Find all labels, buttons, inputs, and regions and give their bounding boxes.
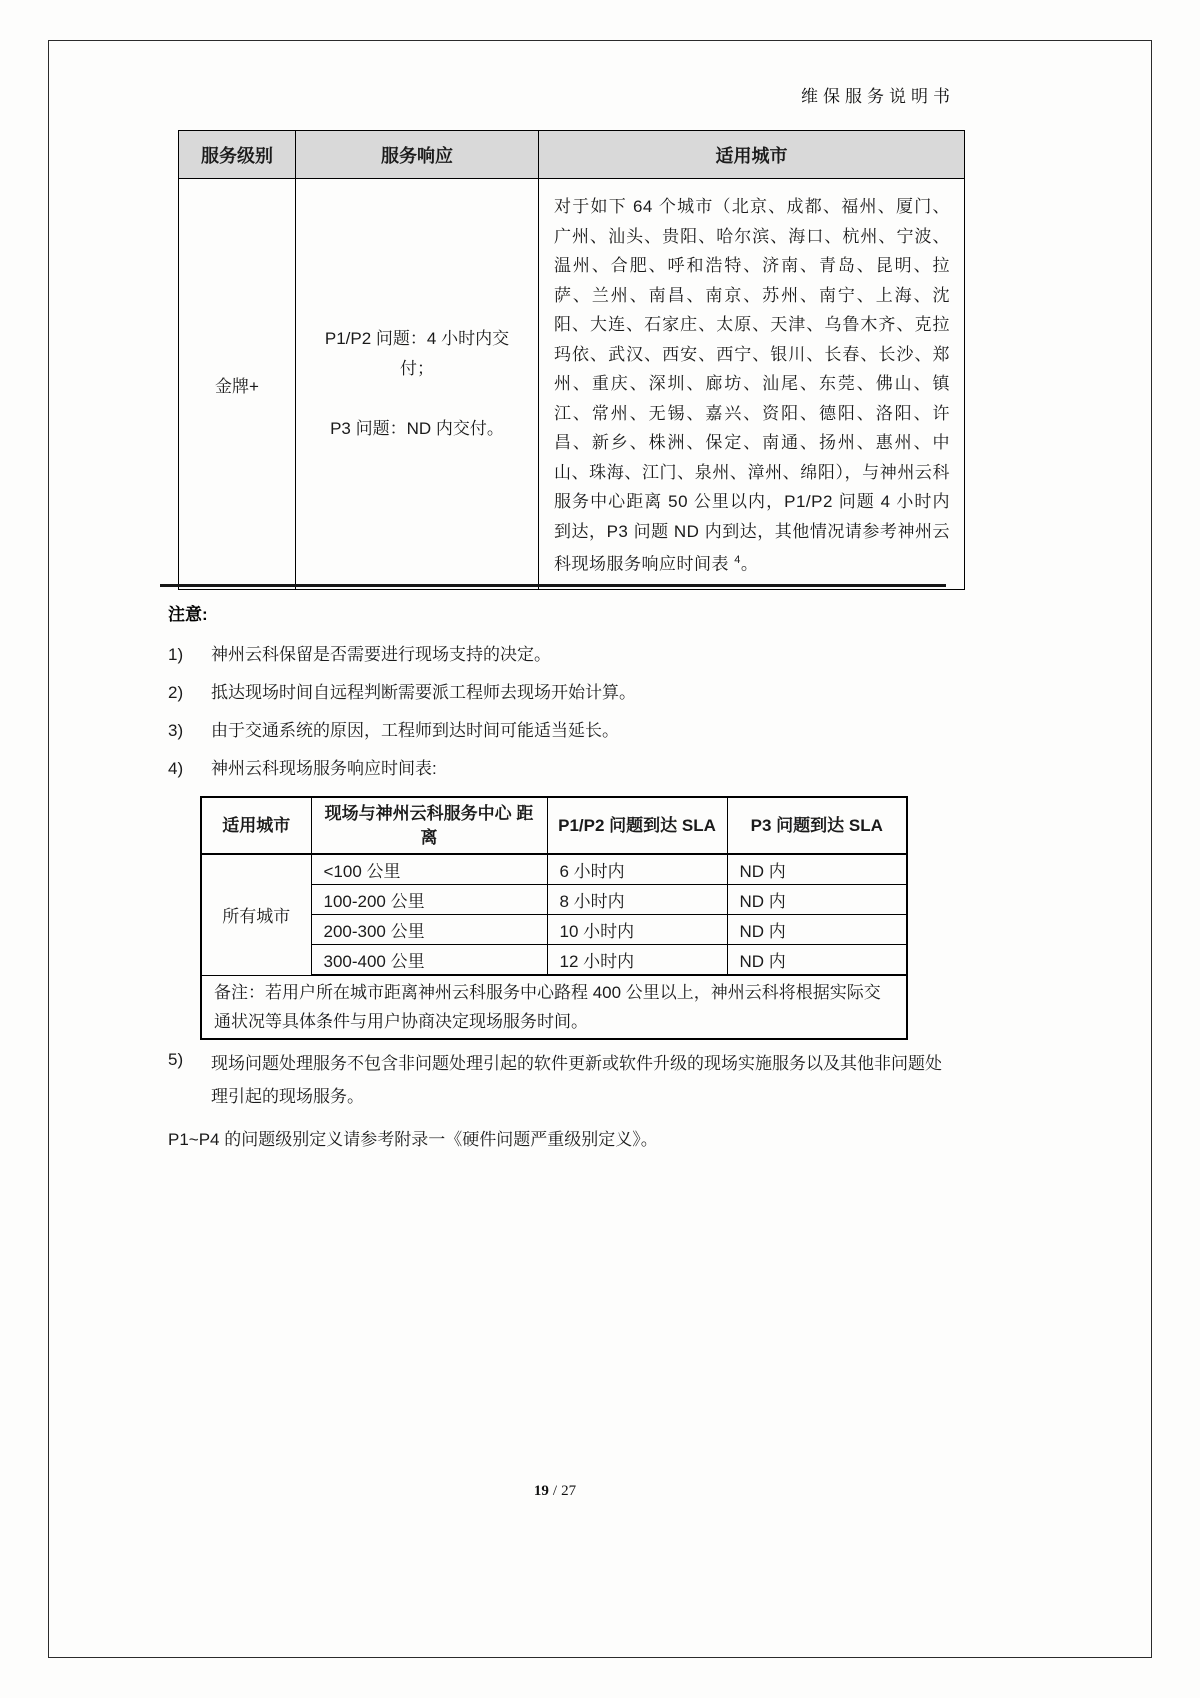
note-item-2 bbox=[168, 682, 950, 703]
note-item-4 bbox=[168, 758, 950, 779]
header-service-level: 服务级别 bbox=[179, 131, 296, 179]
note-item-1 bbox=[168, 644, 950, 665]
note-number: 5) bbox=[168, 1050, 184, 1069]
distance-cell: 200-300 公里 bbox=[311, 915, 547, 945]
p1p2-sla-cell: 10 小时内 bbox=[547, 915, 727, 945]
note-number: 2) bbox=[168, 683, 184, 702]
p3-sla-cell: ND 内 bbox=[727, 854, 907, 885]
p3-sla-cell: ND 内 bbox=[727, 885, 907, 915]
table-row bbox=[201, 854, 907, 885]
cities-footnote-ref: 4 bbox=[734, 554, 741, 566]
document-header-title: 维保服务说明书 bbox=[801, 87, 955, 106]
header-applicable-city: 适用城市 bbox=[201, 797, 311, 854]
p1p2-sla-cell: 12 小时内 bbox=[547, 945, 727, 976]
cities-text: 对于如下 64 个城市（北京、成都、福州、厦门、广州、汕头、贵阳、哈尔滨、海口、杭州、宁波、温州、合肥、呼和浩特、济南、青岛、昆明、拉萨、兰州、南昌、南京、苏州、南宁、上海、沈阳、大连、石家庄、太原、天津、乌鲁木齐、克拉玛依、武汉、西安、西宁、银川、长春、长沙、郑州、重庆、深圳、廊坊、汕尾、东莞、佛山、镇江、常州、无锡、嘉兴、资阳、德阳、洛阳、许昌、新乡、株洲、保定、南通、扬州、惠州、中山、珠海、江门、泉州、漳州、绵阳），与神州云科服务中心距离 50 公里以内，P1/P2 问题 4 小时内到达，P3 问题 ND 内到达，其他情况请参考神州云科现场服务响应时间表 bbox=[554, 197, 950, 574]
note-text: 神州云科现场服务响应时间表: bbox=[211, 759, 437, 778]
note-text: 神州云科保留是否需要进行现场支持的决定。 bbox=[211, 645, 551, 664]
note-number: 4) bbox=[168, 759, 184, 778]
notes-list bbox=[160, 644, 950, 779]
header-applicable-cities: 适用城市 bbox=[539, 131, 965, 179]
table-header-row bbox=[179, 131, 965, 179]
note-text: 抵达现场时间自远程判断需要派工程师去现场开始计算。 bbox=[211, 683, 636, 702]
p3-sla-cell: ND 内 bbox=[727, 915, 907, 945]
response-time-table bbox=[200, 796, 908, 1040]
header-p1p2-sla: P1/P2 问题到达 SLA bbox=[547, 797, 727, 854]
page-number-separator: / bbox=[552, 1483, 558, 1499]
response-p3: P3 问题：ND 内交付。 bbox=[330, 419, 504, 439]
page-total: 27 bbox=[561, 1483, 577, 1499]
page-number: 19 bbox=[533, 1483, 549, 1499]
p1p2-sla-cell: 6 小时内 bbox=[547, 854, 727, 885]
distance-cell: 100-200 公里 bbox=[311, 885, 547, 915]
service-response-cell bbox=[296, 179, 539, 590]
notice-label: 注意: bbox=[168, 605, 208, 624]
p1p2-sla-cell: 8 小时内 bbox=[547, 885, 727, 915]
distance-cell: <100 公里 bbox=[311, 854, 547, 885]
header-service-response: 服务响应 bbox=[296, 131, 539, 179]
table-header-row bbox=[201, 797, 907, 854]
note-item-3 bbox=[168, 720, 950, 741]
header-distance: 现场与神州云科服务中心 距离 bbox=[311, 797, 547, 854]
section-divider bbox=[160, 584, 946, 587]
service-level-cell: 金牌+ bbox=[179, 179, 296, 590]
distance-cell: 300-400 公里 bbox=[311, 945, 547, 976]
cities-cell bbox=[539, 179, 965, 590]
note-number: 3) bbox=[168, 721, 184, 740]
table-remark-row bbox=[201, 975, 907, 1039]
cities-period: 。 bbox=[740, 554, 759, 574]
remark-cell: 备注：若用户所在城市距离神州云科服务中心路程 400 公里以上，神州云科将根据实际交通状况等具体条件与用户协商决定现场服务时间。 bbox=[201, 975, 907, 1039]
note-item-5 bbox=[168, 1050, 950, 1113]
city-scope-cell: 所有城市 bbox=[201, 854, 311, 975]
notes-section bbox=[160, 584, 950, 1150]
page-footer bbox=[160, 1483, 950, 1500]
note-text: 现场问题处理服务不包含非问题处理引起的软件更新或软件升级的现场实施服务以及其他非问题处理引起的现场服务。 bbox=[211, 1054, 942, 1106]
service-level-table bbox=[178, 130, 965, 590]
header-p3-sla: P3 问题到达 SLA bbox=[727, 797, 907, 854]
note-number: 1) bbox=[168, 645, 184, 664]
p3-sla-cell: ND 内 bbox=[727, 945, 907, 976]
table-body-row bbox=[179, 179, 965, 590]
closing-text: P1~P4 的问题级别定义请参考附录一《硬件问题严重级别定义》。 bbox=[168, 1130, 658, 1149]
note-text: 由于交通系统的原因，工程师到达时间可能适当延长。 bbox=[211, 721, 619, 740]
response-p1p2: P1/P2 问题：4 小时内交付； bbox=[324, 329, 510, 379]
